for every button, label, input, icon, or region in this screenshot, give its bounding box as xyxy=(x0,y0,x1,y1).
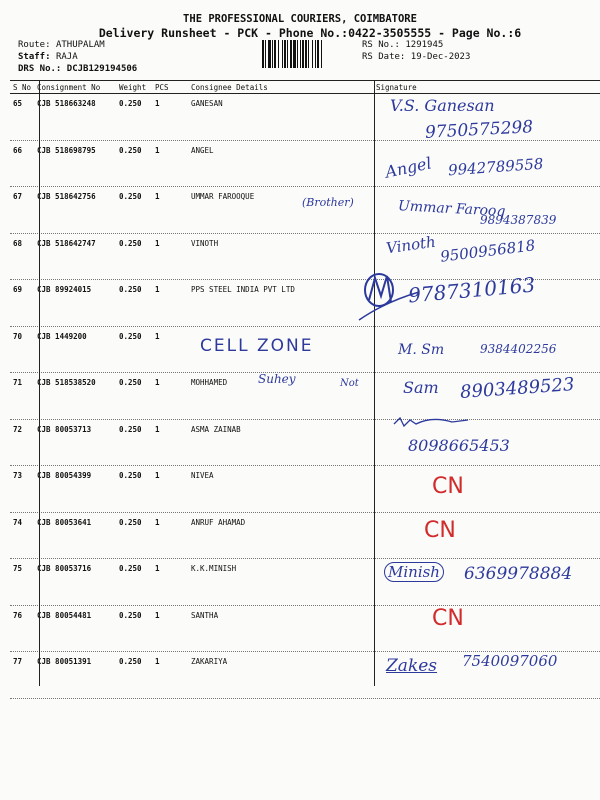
drs-value: DCJB129194506 xyxy=(66,64,138,74)
handwritten-signature-75: Minish xyxy=(384,562,444,582)
row-pcs: 1 xyxy=(155,657,160,666)
row-consignment-no: CJB 80051391 xyxy=(37,657,92,666)
staff-line xyxy=(18,52,78,62)
column-divider xyxy=(39,80,40,686)
rs-no-label: RS No.: xyxy=(362,40,400,50)
row-sno: 67 xyxy=(13,192,23,201)
row-sno: 70 xyxy=(13,331,23,341)
rs-no-value: 1291945 xyxy=(405,40,444,50)
row-pcs: 1 xyxy=(155,610,160,620)
barcode xyxy=(262,40,354,68)
row-consignee: VINOTH xyxy=(191,238,219,248)
row-consignment-no: CJB 518642756 xyxy=(37,192,96,201)
row-pcs: 1 xyxy=(155,517,160,527)
handwritten-phone-75: 6369978884 xyxy=(464,564,573,584)
row-consignment-no: CJB 1449200 xyxy=(37,331,87,341)
header-sno: S No xyxy=(13,83,32,92)
table-row xyxy=(10,606,600,653)
row-consignee: ANRUF AHAMAD xyxy=(191,517,246,527)
company-title: THE PROFESSIONAL COURIERS, COIMBATORE xyxy=(183,13,417,25)
header-consignee: Consignee Details xyxy=(191,83,268,92)
row-pcs: 1 xyxy=(155,285,160,294)
handwritten-signature-67: Ummar Farooq xyxy=(397,198,506,220)
row-pcs: 1 xyxy=(155,378,160,387)
row-sno: 76 xyxy=(13,610,23,620)
cn-mark-73: CN xyxy=(432,474,464,499)
signature-divider xyxy=(374,80,375,686)
row-weight: 0.250 xyxy=(119,238,142,248)
row-sno: 65 xyxy=(13,99,23,108)
row-consignment-no: CJB 80053713 xyxy=(37,424,92,434)
rs-date-value: 19-Dec-2023 xyxy=(410,52,471,62)
row-pcs: 1 xyxy=(155,471,160,480)
row-weight: 0.250 xyxy=(119,285,142,294)
row-sno: 71 xyxy=(13,378,23,387)
handwritten-note-70: CELL ZONE xyxy=(200,336,314,356)
row-sno: 77 xyxy=(13,657,23,666)
row-weight: 0.250 xyxy=(119,657,142,666)
row-weight: 0.250 xyxy=(119,424,142,434)
handwritten-signature-65: V.S. Ganesan xyxy=(390,96,495,115)
row-sno: 66 xyxy=(13,145,23,155)
table-row xyxy=(10,466,600,513)
handwritten-phone-68: 9500956818 xyxy=(439,236,537,266)
runsheet-subtitle: Delivery Runsheet - PCK - Phone No.:0422-3505555 - Page No.:6 xyxy=(98,26,522,40)
handwritten-note-71a: Suhey xyxy=(258,372,296,386)
row-consignment-no: CJB 518538520 xyxy=(37,378,96,387)
table-row xyxy=(10,513,600,560)
row-sno: 73 xyxy=(13,471,23,480)
row-consignment-no: CJB 518663248 xyxy=(37,99,96,108)
row-pcs: 1 xyxy=(155,99,160,108)
row-consignee: SANTHA xyxy=(191,610,219,620)
row-pcs: 1 xyxy=(155,424,160,434)
row-consignee: ASMA ZAINAB xyxy=(191,424,241,434)
row-sno: 68 xyxy=(13,238,23,248)
row-consignee: K.K.MINISH xyxy=(191,564,237,573)
row-consignment-no: CJB 518642747 xyxy=(37,238,96,248)
drs-label: DRS No.: xyxy=(18,64,62,74)
header-weight: Weight xyxy=(119,83,147,92)
row-weight: 0.250 xyxy=(119,610,142,620)
row-consignment-no: CJB 80053641 xyxy=(37,517,92,527)
staff-label: Staff: xyxy=(18,52,51,62)
row-pcs: 1 xyxy=(155,238,160,248)
row-pcs: 1 xyxy=(155,564,160,573)
row-consignee: NIVEA xyxy=(191,471,214,480)
handwritten-signature-71: Sam xyxy=(403,378,439,397)
header-signature: Signature xyxy=(376,83,417,92)
signature-scribble-72 xyxy=(392,414,472,434)
row-pcs: 1 xyxy=(155,145,160,155)
row-consignee: GANESAN xyxy=(191,99,223,108)
handwritten-phone-77: 7540097060 xyxy=(462,652,558,670)
row-consignee: MOHHAMED xyxy=(191,378,228,387)
table-header xyxy=(10,81,600,94)
rs-no-line xyxy=(362,40,443,50)
handwritten-phone-72: 8098665453 xyxy=(408,436,510,455)
row-weight: 0.250 xyxy=(119,145,142,155)
header-consignment: Consignment No xyxy=(37,83,101,92)
handwritten-note-71b: Not xyxy=(340,378,359,389)
route-line xyxy=(18,40,105,50)
table-row xyxy=(10,420,600,467)
cn-mark-74: CN xyxy=(424,518,456,543)
row-weight: 0.250 xyxy=(119,331,142,341)
handwritten-phone-65: 9750575298 xyxy=(424,117,534,143)
row-consignee: ANGEL xyxy=(191,145,214,155)
row-weight: 0.250 xyxy=(119,378,142,387)
row-consignee: PPS STEEL INDIA PVT LTD xyxy=(191,285,295,294)
row-sno: 69 xyxy=(13,285,23,294)
row-weight: 0.250 xyxy=(119,564,142,573)
route-label: Route: xyxy=(18,40,51,50)
row-weight: 0.250 xyxy=(119,192,142,201)
row-consignment-no: CJB 89924015 xyxy=(37,285,92,294)
handwritten-signature-77: Zakes xyxy=(386,656,438,676)
row-consignee: ZAKARIYA xyxy=(191,657,228,666)
handwritten-phone-71: 8903489523 xyxy=(459,374,576,403)
cn-mark-76: CN xyxy=(432,606,464,631)
handwritten-signature-70: M. Sm xyxy=(398,342,445,358)
handwritten-phone-67: 9894387839 xyxy=(480,213,557,227)
row-weight: 0.250 xyxy=(119,517,142,527)
handwritten-phone-69: 9787310163 xyxy=(407,272,537,308)
row-weight: 0.250 xyxy=(119,99,142,108)
row-consignment-no: CJB 518698795 xyxy=(37,145,96,155)
handwritten-signature-68: Vinoth xyxy=(384,232,437,258)
row-sno: 75 xyxy=(13,564,23,573)
header-pcs: PCS xyxy=(155,83,169,92)
route-value: ATHUPALAM xyxy=(55,40,105,50)
row-pcs: 1 xyxy=(155,192,160,201)
row-consignment-no: CJB 80054481 xyxy=(37,610,92,620)
row-sno: 72 xyxy=(13,424,23,434)
row-pcs: 1 xyxy=(155,331,160,341)
row-sno: 74 xyxy=(13,517,23,527)
row-consignment-no: CJB 80053716 xyxy=(37,564,92,573)
handwritten-note-67: (Brother) xyxy=(302,196,354,209)
row-weight: 0.250 xyxy=(119,471,142,480)
rs-date-label: RS Date: xyxy=(362,52,406,62)
handwritten-phone-66: 9942789558 xyxy=(447,154,544,180)
staff-value: RAJA xyxy=(55,52,78,62)
handwritten-signature-66: Angel xyxy=(383,153,434,182)
row-consignment-no: CJB 80054399 xyxy=(37,471,92,480)
handwritten-phone-70: 9384402256 xyxy=(480,342,557,356)
rs-date-line xyxy=(362,52,470,62)
drs-line xyxy=(18,64,137,74)
row-consignee: UMMAR FAROOQUE xyxy=(191,192,255,201)
